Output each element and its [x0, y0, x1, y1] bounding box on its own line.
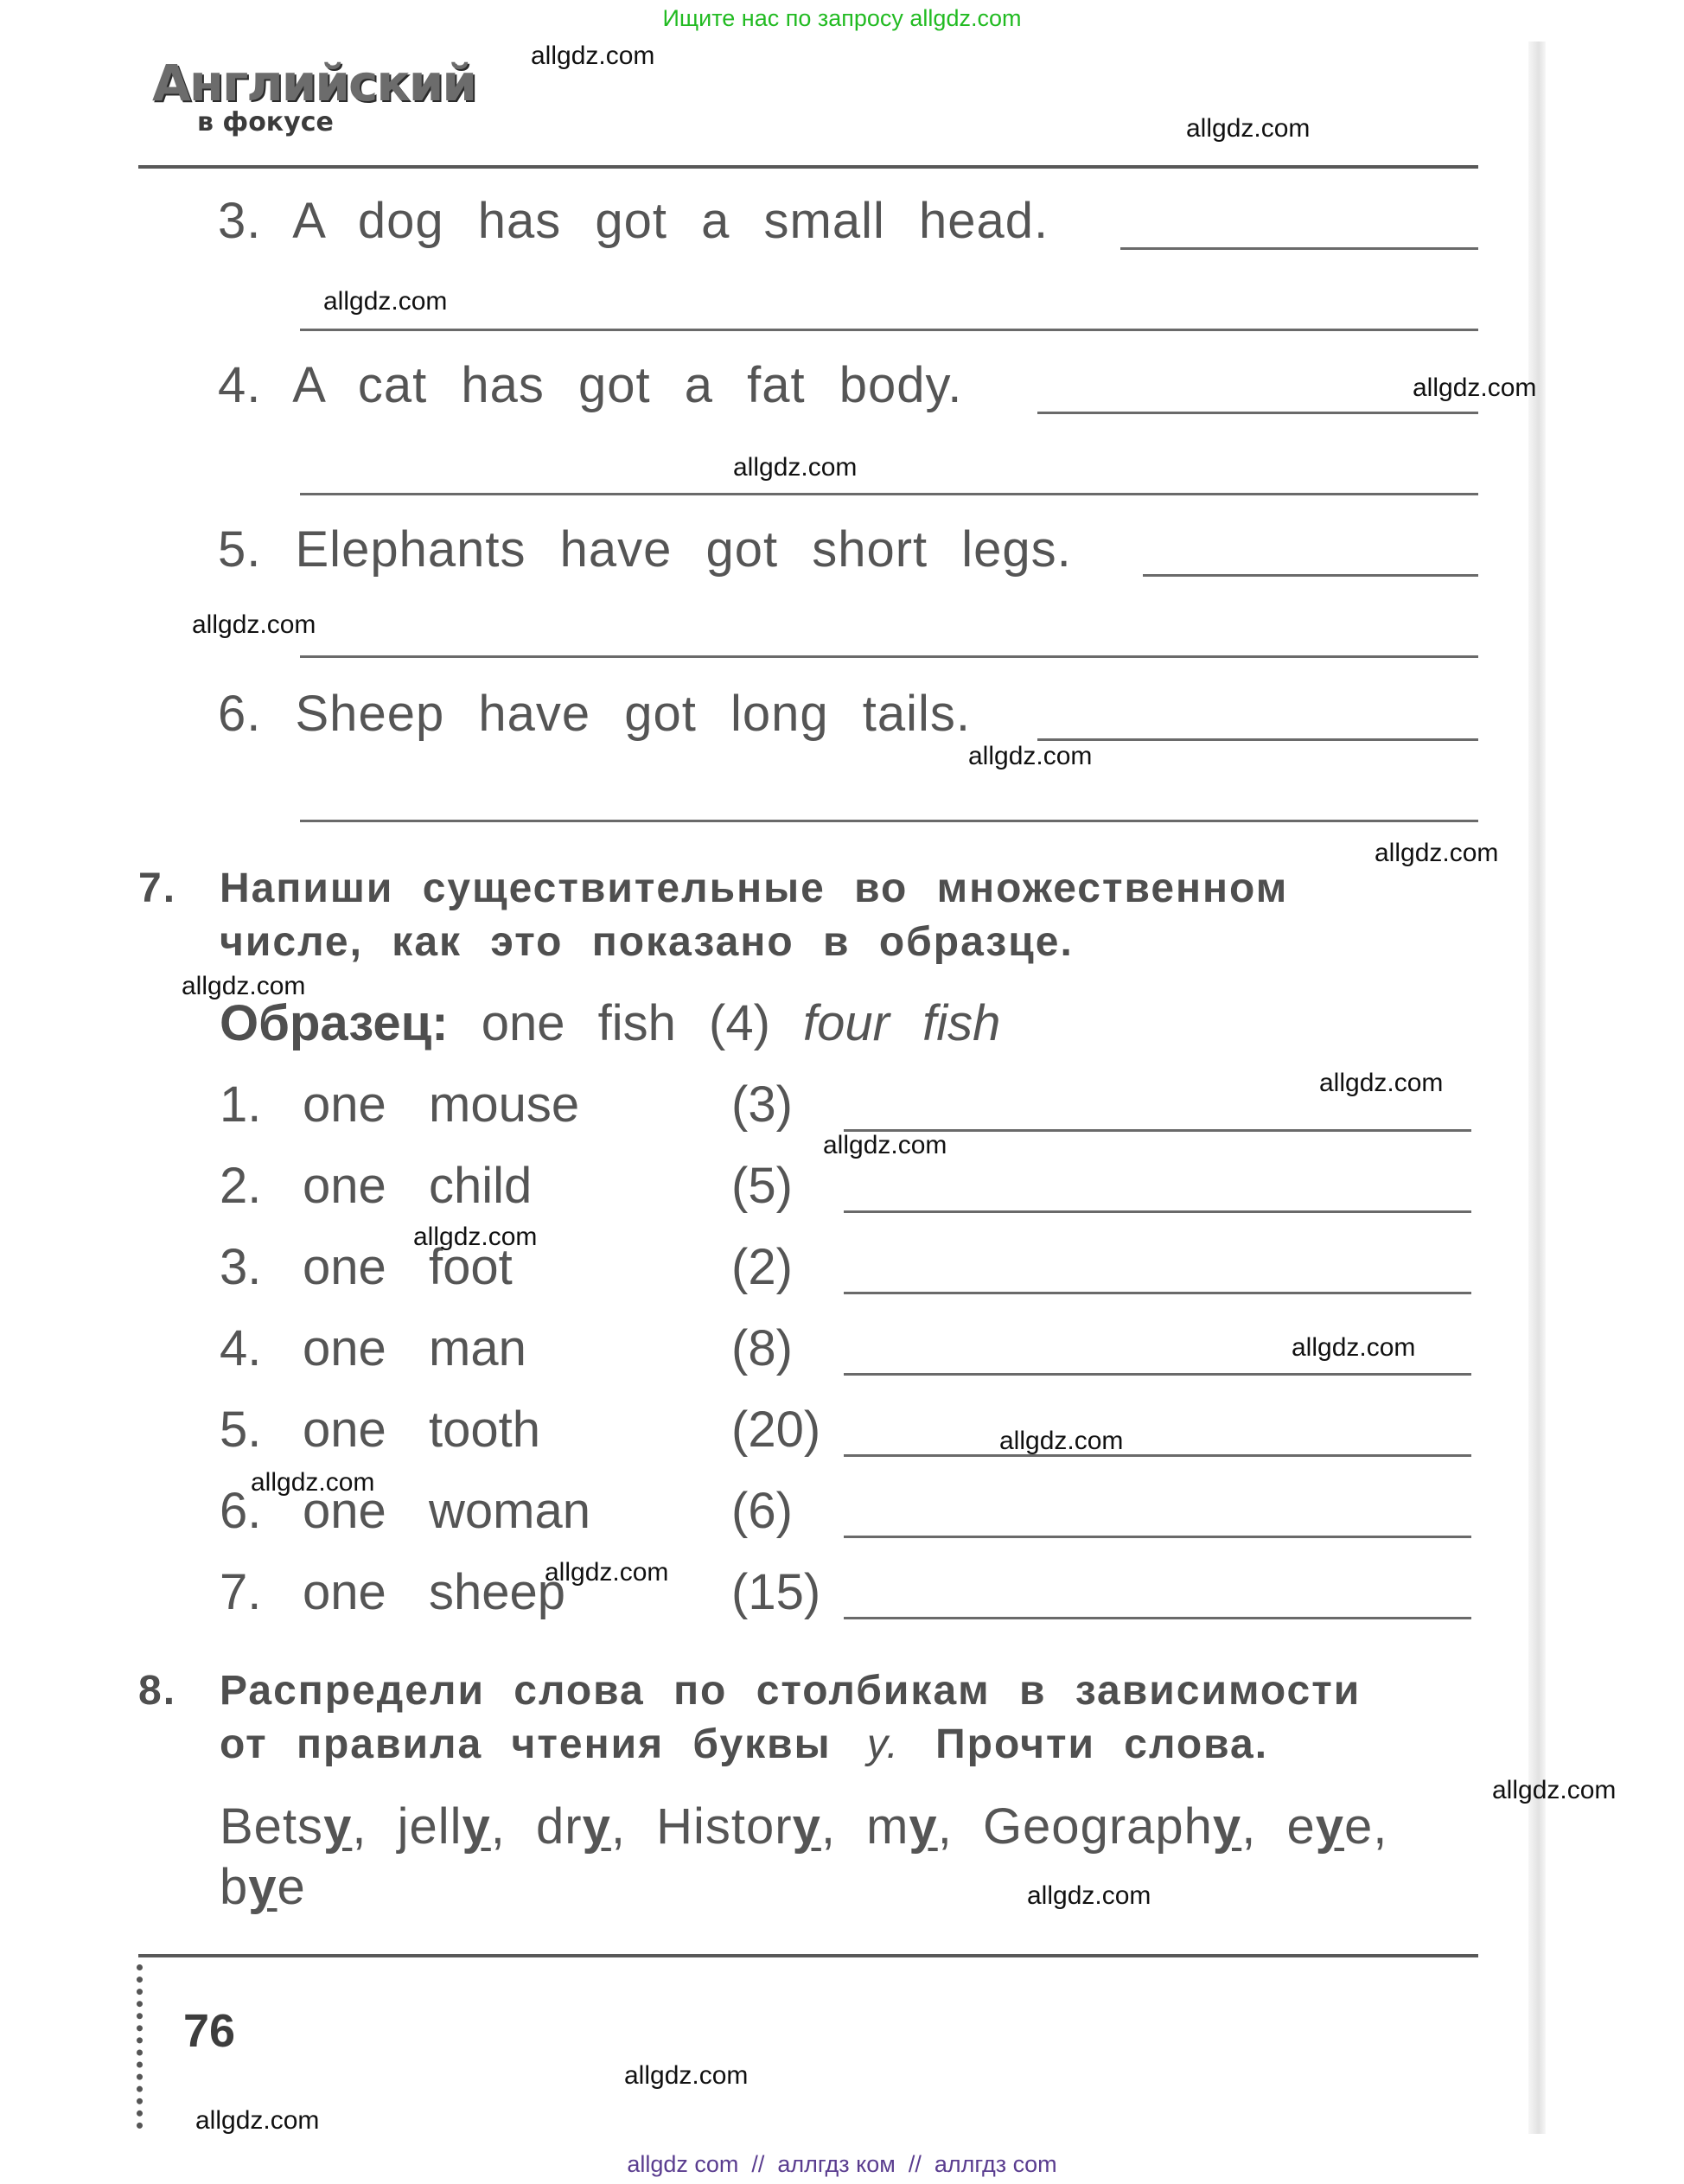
- answer-line[interactable]: [1037, 738, 1478, 741]
- sentence-6: 6. Sheep have got long tails.: [218, 686, 971, 742]
- list-item-noun: man: [429, 1320, 526, 1376]
- word: bye: [220, 1859, 306, 1915]
- list-item-count: (2): [731, 1239, 793, 1295]
- task-7-instruction-line2: числе, как это показано в образце.: [220, 919, 1074, 965]
- watermark[interactable]: allgdz.com: [1186, 114, 1311, 143]
- answer-line[interactable]: [844, 1536, 1471, 1538]
- answer-line[interactable]: [844, 1617, 1471, 1619]
- watermark[interactable]: allgdz.com: [1027, 1881, 1151, 1910]
- letter-y: y.: [867, 1721, 900, 1767]
- watermark[interactable]: allgdz.com: [413, 1223, 538, 1251]
- watermark[interactable]: allgdz.com: [251, 1468, 375, 1497]
- list-item-count: (3): [731, 1076, 793, 1133]
- list-item-noun: foot: [429, 1239, 513, 1295]
- list-item-word: one: [303, 1076, 386, 1133]
- watermark[interactable]: allgdz.com: [545, 1558, 669, 1587]
- watermark[interactable]: allgdz.com: [823, 1131, 947, 1159]
- list-item-num: 7.: [220, 1564, 262, 1620]
- list-item-noun: woman: [429, 1483, 590, 1539]
- page-edge-shadow: [1528, 42, 1546, 2134]
- answer-line[interactable]: [300, 493, 1478, 495]
- answer-line[interactable]: [844, 1454, 1471, 1457]
- watermark[interactable]: allgdz.com: [1319, 1069, 1444, 1097]
- list-item-num: 3.: [220, 1239, 262, 1295]
- answer-line[interactable]: [300, 655, 1478, 658]
- task-8-instruction-line2: от правила чтения буквы y. Прочти слова.: [220, 1721, 1269, 1767]
- list-item-count: (8): [731, 1320, 793, 1376]
- watermark[interactable]: allgdz.com: [182, 972, 306, 1000]
- word: Betsy,: [220, 1798, 367, 1855]
- watermark[interactable]: allgdz.com: [1375, 839, 1499, 867]
- list-item-count: (15): [731, 1564, 821, 1620]
- watermark[interactable]: allgdz.com: [531, 42, 655, 70]
- word: Geography,: [982, 1798, 1257, 1855]
- watermark[interactable]: allgdz.com: [624, 2061, 749, 2090]
- top-banner[interactable]: Ищите нас по запросу allgdz.com: [662, 5, 1022, 31]
- logo-subtitle: в фокусе: [197, 107, 334, 137]
- word: History,: [656, 1798, 836, 1855]
- watermark[interactable]: allgdz.com: [733, 453, 858, 482]
- list-item-count: (20): [731, 1402, 821, 1458]
- watermark[interactable]: allgdz.com: [968, 742, 1093, 770]
- answer-line[interactable]: [1037, 412, 1478, 414]
- list-item-noun: child: [429, 1158, 533, 1214]
- task-7-instruction-line1: Напиши существительные во множественном: [220, 865, 1289, 911]
- page-number: 76: [183, 2005, 236, 2057]
- list-item-word: one: [303, 1483, 386, 1539]
- sentence-4: 4. A cat has got a fat body.: [218, 357, 963, 413]
- watermark[interactable]: allgdz.com: [192, 610, 316, 639]
- list-item-noun: mouse: [429, 1076, 580, 1133]
- sample-count: (4): [709, 995, 770, 1051]
- watermark[interactable]: allgdz.com: [323, 287, 448, 316]
- list-item-noun: tooth: [429, 1402, 540, 1458]
- list-item-word: one: [303, 1239, 386, 1295]
- task-7-number: 7.: [138, 865, 177, 911]
- footer-rule: [138, 1954, 1478, 1957]
- sample-label: Образец:: [220, 995, 449, 1051]
- sample-row: [220, 994, 1000, 1052]
- answer-line[interactable]: [844, 1292, 1471, 1294]
- answer-line[interactable]: [300, 329, 1478, 331]
- answer-line[interactable]: [844, 1210, 1471, 1213]
- list-item-noun: sheep: [429, 1564, 566, 1620]
- bottom-banner[interactable]: allgdz com // аллгдз ком // аллгдз com: [627, 2151, 1057, 2177]
- sentence-3: 3. A dog has got a small head.: [218, 193, 1049, 249]
- word-list: [220, 1797, 1482, 1918]
- task-8-number: 8.: [138, 1668, 177, 1714]
- list-item-word: one: [303, 1158, 386, 1214]
- word: my,: [866, 1798, 953, 1855]
- answer-line[interactable]: [844, 1373, 1471, 1376]
- watermark[interactable]: allgdz.com: [999, 1427, 1124, 1455]
- watermark[interactable]: allgdz.com: [1413, 374, 1537, 402]
- word: jelly,: [397, 1798, 506, 1855]
- watermark[interactable]: allgdz.com: [1292, 1333, 1416, 1362]
- task-8-instruction-line1: Распредели слова по столбикам в зависимости: [220, 1668, 1362, 1714]
- sentence-5: 5. Elephants have got short legs.: [218, 521, 1072, 578]
- list-item-word: one: [303, 1320, 386, 1376]
- watermark[interactable]: allgdz.com: [195, 2106, 320, 2135]
- list-item-count: (6): [731, 1483, 793, 1539]
- list-item-num: 4.: [220, 1320, 262, 1376]
- logo-title: Английский: [152, 54, 476, 112]
- sample-answer: four fish: [803, 995, 1001, 1051]
- word: eye,: [1286, 1798, 1388, 1855]
- watermark[interactable]: allgdz.com: [1492, 1776, 1617, 1804]
- list-item-num: 5.: [220, 1402, 262, 1458]
- sample-phrase: one fish: [481, 995, 676, 1051]
- list-item-num: 2.: [220, 1158, 262, 1214]
- list-item-num: 6.: [220, 1483, 262, 1539]
- header-rule: [138, 165, 1478, 169]
- list-item-word: one: [303, 1564, 386, 1620]
- answer-line[interactable]: [300, 820, 1478, 822]
- answer-line[interactable]: [1143, 574, 1478, 577]
- list-item-num: 1.: [220, 1076, 262, 1133]
- dotted-margin: [137, 1964, 143, 2129]
- list-item-word: one: [303, 1402, 386, 1458]
- list-item-count: (5): [731, 1158, 793, 1214]
- answer-line[interactable]: [1120, 247, 1478, 250]
- word: dry,: [536, 1798, 626, 1855]
